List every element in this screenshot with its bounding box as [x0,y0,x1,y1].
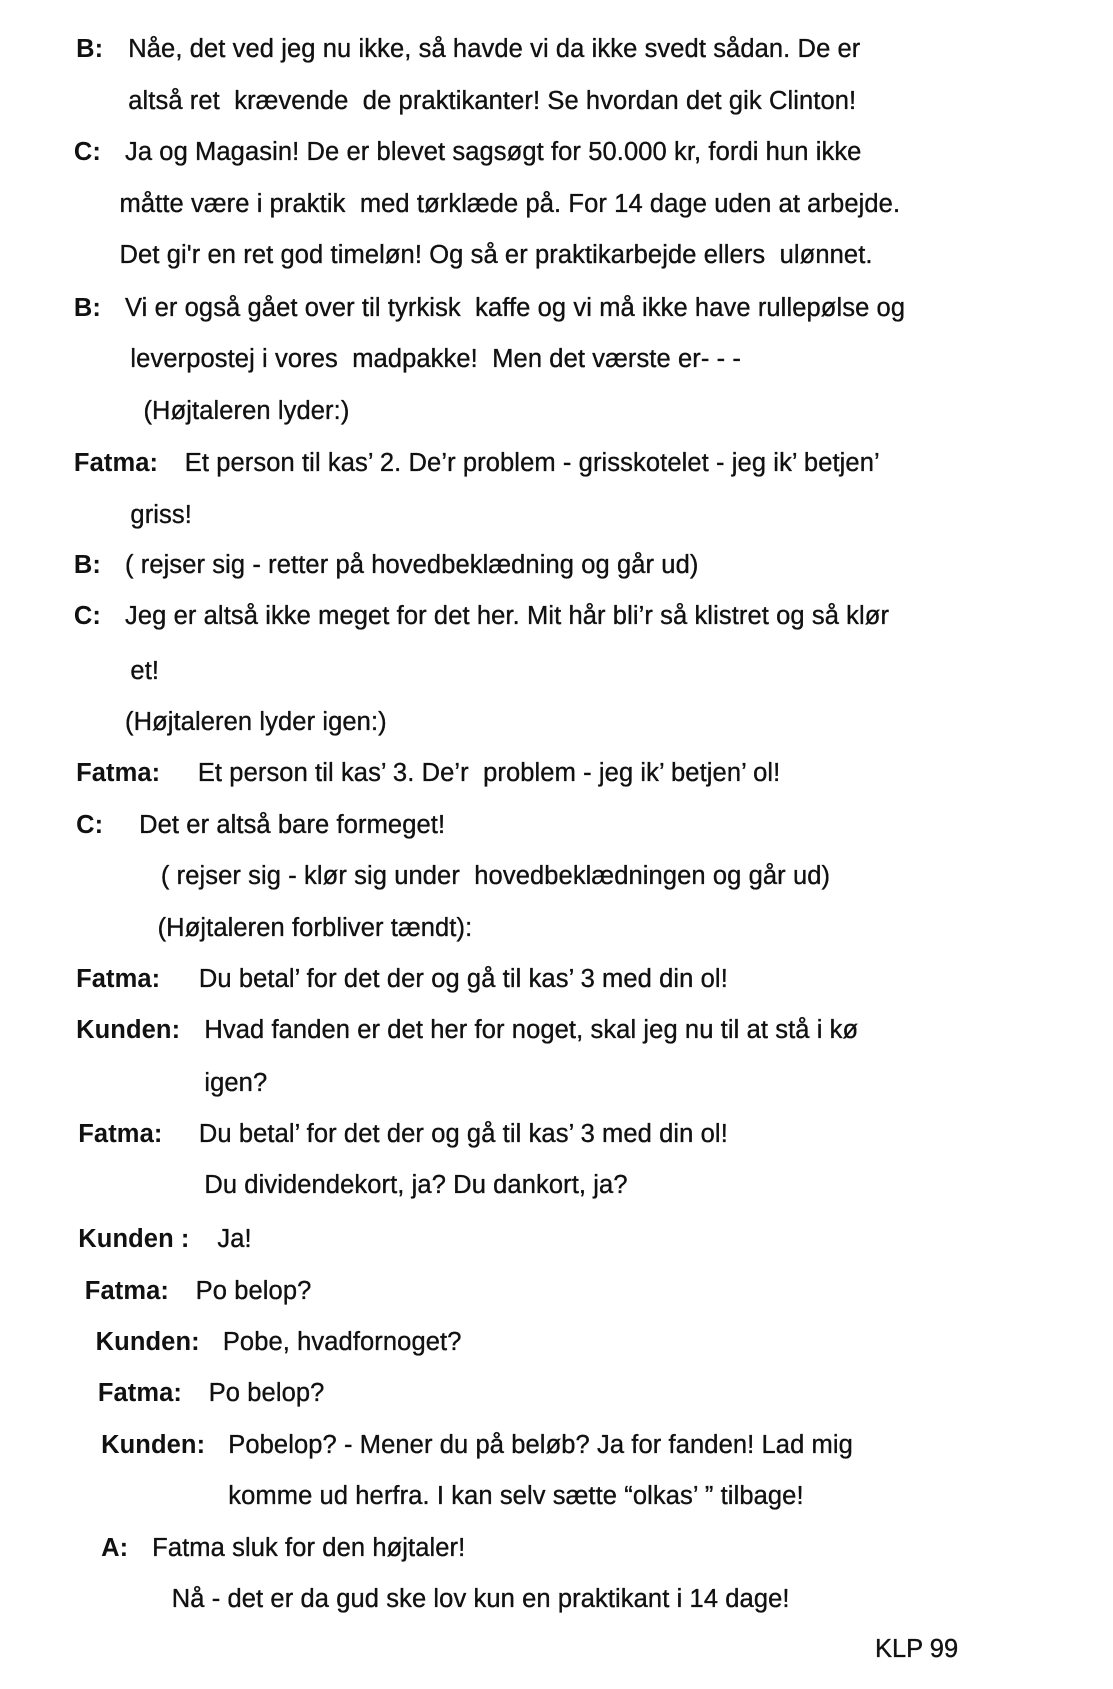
speaker-label: Fatma: [76,965,161,994]
speaker-label: A: [101,1533,129,1562]
speaker-label: Fatma: [76,758,161,787]
dialogue-line: Hvad fanden er det her for noget, skal jeg nu til at stå i kø [204,1016,859,1045]
dialogue-line: Det gi'r en ret god timeløn! Og så er praktikarbejde ellers ulønnet. [119,241,873,270]
speaker-label: B: [73,293,102,322]
page-footer: KLP 99 [874,1634,959,1663]
dialogue-line: Du dividendekort, ja? Du dankort, ja? [204,1170,628,1199]
speaker-label: Fatma: [73,449,159,478]
dialogue-line: Po belop? [195,1277,312,1306]
dialogue-line: Pobelop? - Mener du på beløb? Ja for fanden! Lad mig [228,1430,853,1459]
speaker-label: Fatma: [78,1119,163,1148]
dialogue-line: Po belop? [208,1379,325,1408]
speaker-label: Fatma: [97,1379,183,1408]
dialogue-line: Et person til kas’ 3. De’r problem - jeg ik’ betjen’ ol! [197,758,781,787]
dialogue-line: altså ret krævende de praktikanter! Se hvordan det gik Clinton! [128,87,857,116]
dialogue-line: Det er altså bare formeget! [139,810,446,839]
speaker-label: C: [73,602,102,631]
dialogue-line: komme ud herfra. I kan selv sætte “olkas’ ” tilbage! [228,1481,804,1510]
dialogue-line: måtte være i praktik med tørklæde på. For 14 dage uden at arbejde. [119,190,901,219]
dialogue-line: Fatma sluk for den højtaler! [152,1533,466,1562]
speaker-label: Kunden : [78,1225,190,1254]
dialogue-line: Pobe, hvadfornoget? [222,1328,462,1357]
speaker-label: Kunden: [95,1328,200,1357]
speaker-label: C: [76,810,104,839]
dialogue-line: Du betal’ for det der og gå til kas’ 3 med din ol! [198,965,728,994]
dialogue-line: Ja! [217,1225,252,1254]
dialogue-line: Et person til kas’ 2. De’r problem - grisskotelet - jeg ik’ betjen’ [184,449,880,478]
speaker-label: B: [73,551,102,580]
speaker-label: B: [76,34,104,63]
dialogue-line: (Højtaleren lyder:) [143,396,350,425]
speaker-label: Kunden: [101,1430,206,1459]
dialogue-line: griss! [130,501,192,530]
speaker-label: Fatma: [84,1277,169,1306]
dialogue-line: Vi er også gået over til tyrkisk kaffe og vi må ikke have rullepølse og [124,293,906,322]
dialogue-line: (Højtaleren forbliver tændt): [157,914,473,943]
dialogue-line: et! [130,656,160,685]
dialogue-line: ( rejser sig - retter på hovedbeklædning og går ud) [124,551,699,580]
dialogue-line: ( rejser sig - klør sig under hovedbeklædningen og går ud) [160,862,831,891]
dialogue-line: Du betal’ for det der og gå til kas’ 3 med din ol! [198,1119,728,1148]
dialogue-line: Jeg er altså ikke meget for det her. Mit hår bli’r så klistret og så klør [124,602,890,631]
dialogue-line: Nå - det er da gud ske lov kun en praktikant i 14 dage! [171,1584,790,1613]
dialogue-line: leverpostej i vores madpakke! Men det værste er- - - [130,344,741,373]
speaker-label: C: [73,138,102,167]
speaker-label: Kunden: [76,1016,181,1045]
dialogue-line: Ja og Magasin! De er blevet sagsøgt for 50.000 kr, fordi hun ikke [124,138,862,167]
dialogue-line: igen? [204,1068,268,1097]
dialogue-line: (Højtaleren lyder igen:) [124,707,387,736]
dialogue-line: Nåe, det ved jeg nu ikke, så havde vi da ikke svedt sådan. De er [128,34,861,63]
